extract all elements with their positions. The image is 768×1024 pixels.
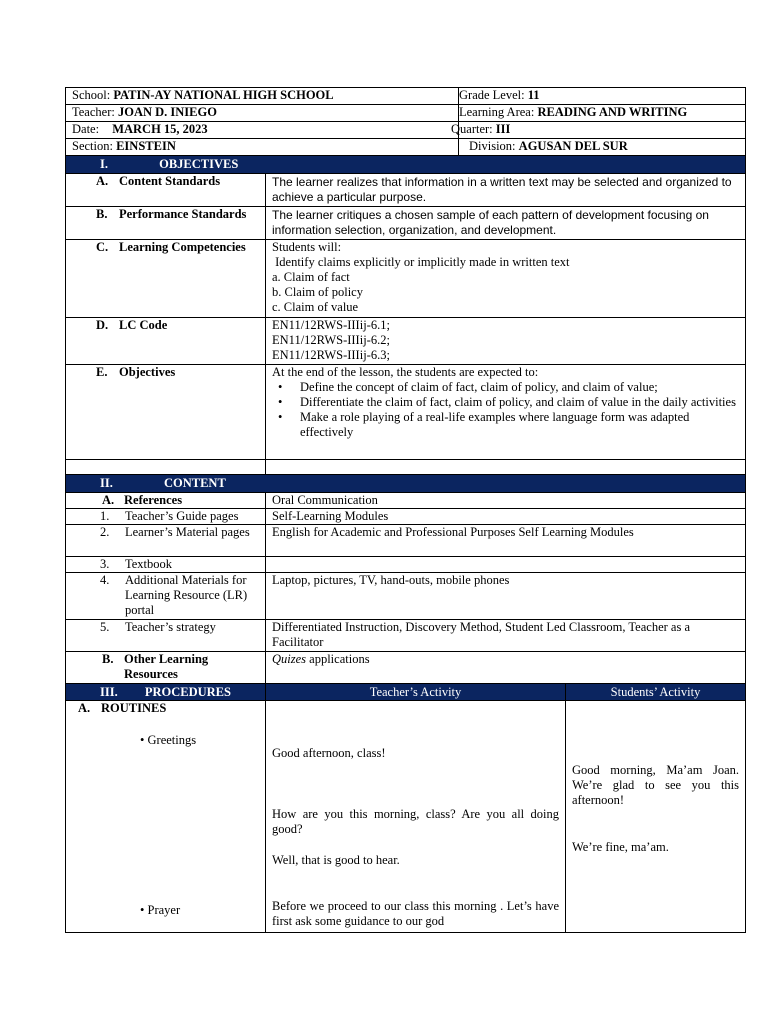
date-value: MARCH 15, 2023 [112, 122, 208, 136]
lc-line: a. Claim of fact [272, 270, 350, 284]
lc-line: b. Claim of policy [272, 285, 363, 299]
objective-item: • Make a role playing of a real-life examples where language form was adapted effectively [296, 410, 739, 440]
lesson-plan [65, 87, 745, 933]
main-table [65, 155, 746, 684]
references-value: Oral Communication [266, 493, 746, 509]
section-value: EINSTEIN [116, 139, 176, 153]
quarter-cell [451, 122, 746, 139]
students-activity-header: Students’ Activity [566, 684, 746, 701]
lc-line: Students will: [272, 240, 342, 254]
performance-standards-text: The learner critiques a chosen sample of each pattern of development focusing on information selection, organization, and development. [266, 207, 746, 240]
teacher-cell [66, 105, 459, 122]
content-item-label: 5. Teacher’s strategy [66, 620, 266, 652]
teacher-name: JOAN D. INIEGO [117, 105, 217, 119]
objectives-label: E. Objectives [66, 365, 266, 460]
spacer-cell [66, 460, 266, 475]
objectives-text [266, 365, 746, 460]
area-value: READING AND WRITING [537, 105, 688, 119]
date-cell [66, 122, 459, 139]
grade-value: 11 [527, 88, 540, 102]
student-line: Good morning, Ma’am Joan. We’re glad to see you this afternoon! [572, 763, 739, 807]
grade-label: Grade Level: [459, 88, 525, 102]
prayer-item: • Prayer [140, 903, 181, 917]
learning-competencies-text [266, 240, 746, 318]
school-label: School: [72, 88, 111, 102]
content-num: II. [100, 476, 113, 490]
quarter-value: III [495, 122, 511, 136]
teacher-line: Well, that is good to hear. [272, 853, 400, 867]
content-item-value: English for Academic and Professional Purposes Self Learning Modules [266, 525, 746, 557]
other-resources-value: Quizes applications [266, 652, 746, 684]
division-label: Division: [469, 139, 516, 153]
division-value: AGUSAN DEL SUR [518, 139, 628, 153]
area-label: Learning Area: [459, 105, 535, 119]
performance-standards-label: B. Performance Standards [66, 207, 266, 240]
teacher-activity-header: Teacher’s Activity [266, 684, 566, 701]
lc-code-line: EN11/12RWS-IIIij-6.1; [272, 318, 390, 332]
objectives-title: OBJECTIVES [159, 157, 239, 171]
greetings-item: • Greetings [140, 733, 197, 747]
learning-competencies-label: C. Learning Competencies [66, 240, 266, 318]
student-line: We’re fine, ma’am. [572, 840, 669, 854]
student-activity-cell [566, 701, 746, 933]
content-item-value: Differentiated Instruction, Discovery Method, Student Led Classroom, Teacher as a Facilitator [266, 620, 746, 652]
spacer-cell [266, 460, 746, 475]
grade-cell [459, 88, 746, 105]
quarter-label: Quarter: [451, 122, 493, 136]
lc-code-line: EN11/12RWS-IIIij-6.3; [272, 348, 390, 362]
teacher-label: Teacher: [72, 105, 115, 119]
procedures-title: PROCEDURES [144, 685, 231, 699]
content-standards-text: The learner realizes that information in a written text may be selected and organized to achieve a particular purpose. [266, 174, 746, 207]
references-label: A. References [66, 493, 266, 509]
area-cell [459, 105, 746, 122]
school-cell [66, 88, 459, 105]
section-cell [66, 139, 459, 156]
content-item-label: 1. Teacher’s Guide pages [66, 509, 266, 525]
objectives-band [66, 156, 746, 174]
teacher-line: How are you this morning, class? Are you all doing good? [272, 807, 559, 836]
content-standards-label: A. Content Standards [66, 174, 266, 207]
teacher-line: Before we proceed to our class this morning . Let’s have first ask some guidance to our god [272, 899, 559, 928]
objective-item: • Define the concept of claim of fact, claim of policy, and claim of value; [296, 380, 739, 395]
objective-item: • Differentiate the claim of fact, claim of policy, and claim of value in the daily activities [296, 395, 739, 410]
procedures-band [66, 684, 266, 701]
content-item-value [266, 557, 746, 573]
content-item-label: 3. Textbook [66, 557, 266, 573]
content-item-label: 4. Additional Materials for Learning Resource (LR) portal [66, 573, 266, 620]
teacher-activity-cell [266, 701, 566, 933]
content-title: CONTENT [163, 476, 226, 490]
header-table [65, 87, 746, 156]
objectives-list [272, 380, 739, 440]
procedures-table [65, 683, 746, 933]
date-label: Date: [72, 122, 100, 136]
lc-code-label: D. LC Code [66, 318, 266, 365]
objectives-num: I. [100, 157, 108, 171]
routines-cell: A. ROUTINES • Greetings • Prayer [66, 701, 266, 933]
procedures-num: III. [100, 685, 118, 699]
division-cell [459, 139, 746, 156]
content-item-value: Laptop, pictures, TV, hand-outs, mobile phones [266, 573, 746, 620]
school-name: PATIN-AY NATIONAL HIGH SCHOOL [113, 88, 334, 102]
objectives-intro: At the end of the lesson, the students are expected to: [272, 365, 539, 379]
lc-line: Identify claims explicitly or implicitly made in written text [272, 255, 570, 269]
section-label: Section: [72, 139, 113, 153]
lc-code-line: EN11/12RWS-IIIij-6.2; [272, 333, 390, 347]
content-item-value: Self-Learning Modules [266, 509, 746, 525]
teacher-line: Good afternoon, class! [272, 746, 386, 760]
other-resources-label: B. Other Learning Resources [66, 652, 266, 684]
content-band [66, 475, 746, 493]
lc-code-text [266, 318, 746, 365]
lc-line: c. Claim of value [272, 300, 359, 314]
content-item-label: 2. Learner’s Material pages [66, 525, 266, 557]
